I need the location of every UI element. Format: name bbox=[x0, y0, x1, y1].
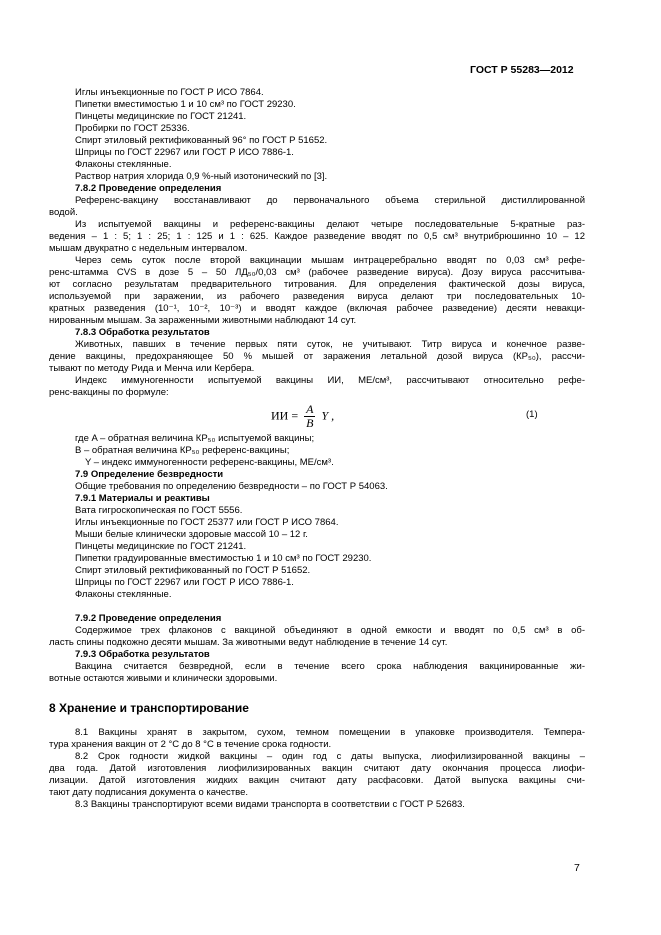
document-body bbox=[49, 87, 585, 811]
list-item: Спирт этиловый ректификованный 96° по ГОСТ Р 51652. bbox=[75, 135, 328, 146]
text-line: Животных, павших в течение первых пяти суток, не учитывают. Титр вируса и конечное разве- bbox=[75, 339, 585, 350]
paragraph bbox=[49, 375, 585, 399]
text-line: Общие требования по определению безвредности – по ГОСТ Р 54063. bbox=[75, 481, 388, 492]
materials-list-a bbox=[75, 87, 585, 183]
text-line: Референс-вакцину восстанавливают до первоначального объема стерильной дистиллированной bbox=[75, 195, 585, 206]
text-line: ведения – 1 : 5; 1 : 25; 1 : 125 и 1 : 625. Каждое разведение вводят по 0,5 см³ внутрибрюшинно 10 – 12 bbox=[49, 231, 585, 242]
formula-number: (1) bbox=[526, 409, 538, 420]
text-line: Через семь суток после второй вакцинации мышам интрацеребрально вводят по 0,03 см³ рефе- bbox=[75, 255, 585, 266]
text-line: вотные остаются живыми и клинически здоровыми. bbox=[49, 673, 278, 684]
list-item: Шприцы по ГОСТ 22967 или ГОСТ Р ИСО 7886-1. bbox=[75, 577, 294, 588]
list-item: Пинцеты медицинские по ГОСТ 21241. bbox=[75, 541, 247, 552]
page-number: 7 bbox=[574, 862, 580, 874]
text-line: лизации. Датой изготовления жидких вакцин считают дату расфасовки. Датой выпуска вакцины счи- bbox=[49, 775, 585, 786]
list-item: Пробирки по ГОСТ 25336. bbox=[75, 123, 190, 134]
paragraph bbox=[49, 219, 585, 255]
spacer bbox=[75, 601, 585, 613]
text-line: дение вакцины, предохраняющее 50 % мышей от заражения летальной дозой вируса (КР₅₀), рассчи- bbox=[49, 351, 585, 362]
legend-line: где A – обратная величина КР₅₀ испытуемой вакцины; bbox=[75, 433, 315, 444]
formula-lhs: ИИ = bbox=[271, 408, 299, 423]
section-heading-7-9-3: 7.9.3 Обработка результатов bbox=[75, 649, 210, 660]
text-line: Индекс иммуногенности испытуемой вакцины ИИ, МЕ/см³, рассчитывают относительно рефе- bbox=[75, 375, 585, 386]
list-item: Иглы инъекционные по ГОСТ 25377 или ГОСТ Р ИСО 7864. bbox=[75, 517, 339, 528]
text-line: Из испытуемой вакцины и референс-вакцины делают четыре последовательные 5-кратные раз- bbox=[75, 219, 585, 230]
formula-numerator: A bbox=[306, 402, 314, 416]
list-item: Раствор натрия хлорида 0,9 %-ный изотонический по [3]. bbox=[75, 171, 328, 182]
text-line: ренс-штамма CVS в дозе 5 – 50 ЛД₅₀/0,03 см³ (рабочее разведение вируса). Дозу вируса рассчитыва- bbox=[49, 267, 585, 278]
text-line: нированным мышам. За зараженными животными наблюдают 14 сут. bbox=[49, 315, 357, 326]
formula-rhs: Y , bbox=[321, 408, 335, 423]
standard-number: ГОСТ Р 55283—2012 bbox=[470, 64, 574, 76]
text-line: ренс-вакцины по формуле: bbox=[49, 387, 169, 398]
text-line: два года. Датой изготовления лиофилизированных вакцин считают дату окончания процесса лиофи- bbox=[49, 763, 585, 774]
text-line: кратных разведения (10⁻¹, 10⁻², 10⁻³) и вводят каждое (включая рабочее разведение) десяти невакци- bbox=[49, 303, 585, 314]
text-line: водой. bbox=[49, 207, 78, 218]
text-line: 8.1 Вакцины хранят в закрытом, сухом, темном помещении в упаковке производителя. Темпера- bbox=[75, 727, 585, 738]
legend-line: Y – индекс иммуногенности референс-вакцины, МЕ/см³. bbox=[85, 457, 334, 468]
text-line: 8.3 Вакцины транспортируют всеми видами транспорта в соответствии с ГОСТ Р 52683. bbox=[75, 799, 465, 810]
list-item: Флаконы стеклянные. bbox=[75, 159, 172, 170]
list-item: Мыши белые клинически здоровые массой 10 – 12 г. bbox=[75, 529, 308, 540]
formula-fraction bbox=[304, 403, 315, 430]
paragraph bbox=[49, 339, 585, 375]
text-line: Вакцина считается безвредной, если в течение всего срока наблюдения вакцинированные жи- bbox=[75, 661, 585, 672]
paragraph bbox=[49, 255, 585, 327]
materials-list-b bbox=[75, 505, 585, 601]
section-heading-7-8-3: 7.8.3 Обработка результатов bbox=[75, 327, 210, 338]
text-line: тают дату подписания документа о качестве. bbox=[49, 787, 249, 798]
text-line: мышам двукратно с недельным интервалом. bbox=[49, 243, 248, 254]
section-heading-7-9-2: 7.9.2 Проведение определения bbox=[75, 613, 222, 624]
list-item: Вата гигроскопическая по ГОСТ 5556. bbox=[75, 505, 243, 516]
formula-legend bbox=[75, 433, 585, 469]
legend-line: B – обратная величина КР₅₀ референс-вакцины; bbox=[75, 445, 290, 456]
section-heading-7-8-2: 7.8.2 Проведение определения bbox=[75, 183, 222, 194]
list-item: Пипетки вместимостью 1 и 10 см³ по ГОСТ 29230. bbox=[75, 99, 296, 110]
paragraph bbox=[49, 625, 585, 649]
formula-expression bbox=[271, 403, 334, 430]
formula-1 bbox=[75, 399, 585, 433]
text-line: Содержимое трех флаконов с вакциной объединяют в одной емкости и вводят по 0,5 см³ в об- bbox=[75, 625, 585, 636]
list-item: Флаконы стеклянные. bbox=[75, 589, 172, 600]
list-item: Шприцы по ГОСТ 22967 или ГОСТ Р ИСО 7886-1. bbox=[75, 147, 294, 158]
text-line: ют согласно результатам предварительного титрования. Для определения фактической дозы вируса, bbox=[49, 279, 585, 290]
section-heading-8: 8 Хранение и транспортирование bbox=[49, 701, 249, 715]
text-line: ласть спины подкожно десяти мышам. За животными ведут наблюдение в течение 14 сут. bbox=[49, 637, 448, 648]
text-line: используемой при заражении, из рабочего разведения вируса делают три последовательных 10- bbox=[49, 291, 585, 302]
list-item: Пинцеты медицинские по ГОСТ 21241. bbox=[75, 111, 247, 122]
paragraph bbox=[49, 727, 585, 751]
list-item: Спирт этиловый ректификованный по ГОСТ Р 51652. bbox=[75, 565, 311, 576]
text-line: 8.2 Срок годности жидкой вакцины – один год с даты выпуска, лиофилизированной вакцины – bbox=[75, 751, 585, 762]
paragraph bbox=[49, 751, 585, 799]
section-heading-7-9: 7.9 Определение безвредности bbox=[75, 469, 224, 480]
section-heading-7-9-1: 7.9.1 Материалы и реактивы bbox=[75, 493, 210, 504]
list-item: Пипетки градуированные вместимостью 1 и 10 см³ по ГОСТ 29230. bbox=[75, 553, 372, 564]
paragraph bbox=[49, 195, 585, 219]
list-item: Иглы инъекционные по ГОСТ Р ИСО 7864. bbox=[75, 87, 264, 98]
formula-denominator: B bbox=[306, 416, 314, 430]
text-line: тура хранения вакцин от 2 °С до 8 °С в течение срока годности. bbox=[49, 739, 332, 750]
text-line: тывают по методу Рида и Менча или Кербера. bbox=[49, 363, 255, 374]
paragraph bbox=[49, 661, 585, 685]
